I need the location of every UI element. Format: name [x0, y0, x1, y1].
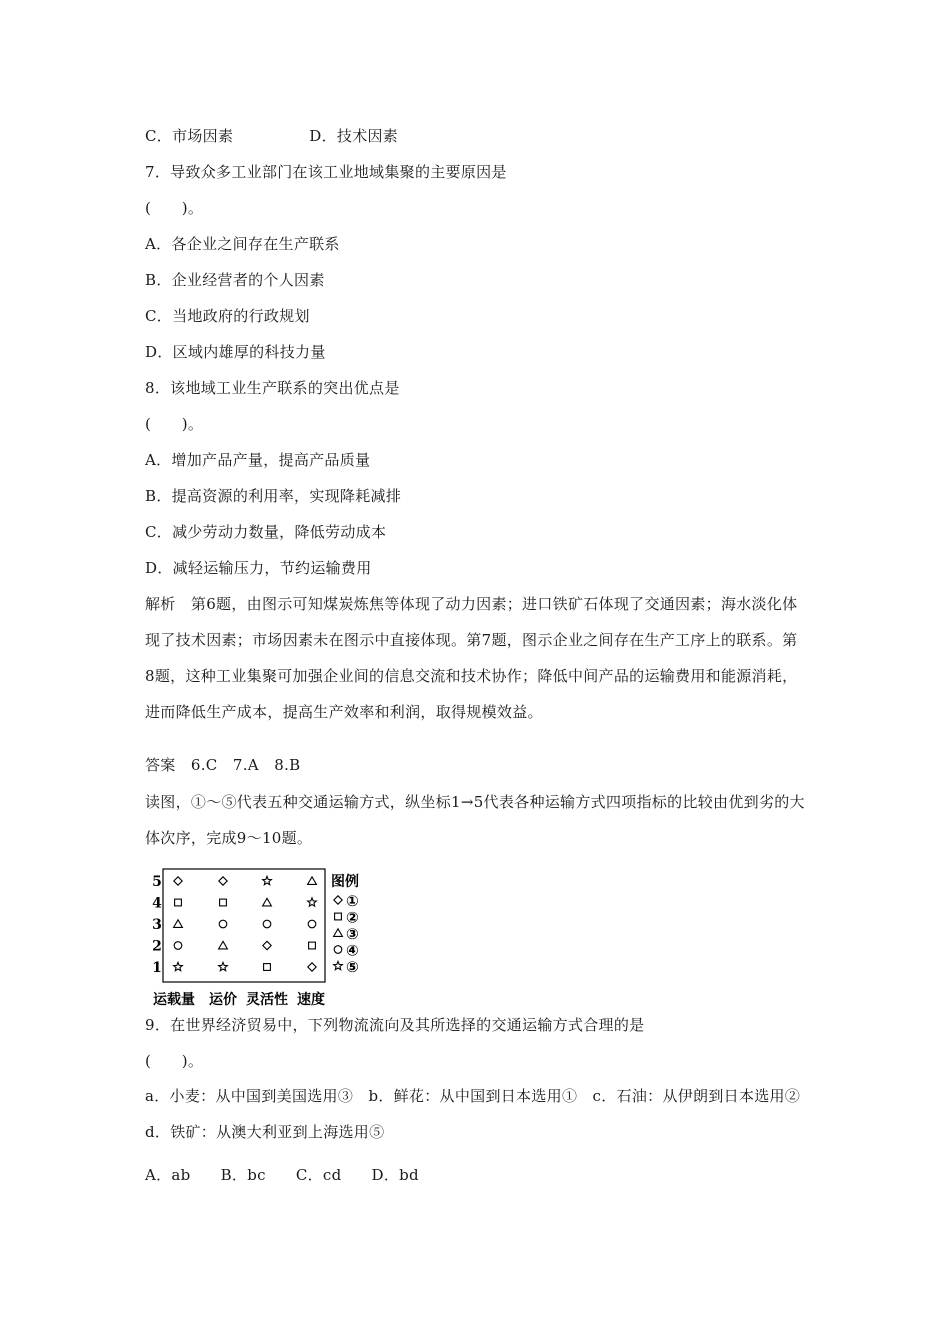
q7-answer-paren: ( )。	[145, 199, 204, 217]
y-tick-label: 2	[152, 938, 162, 955]
series-3-triangle-marker	[263, 898, 272, 906]
transport-comparison-chart	[145, 864, 385, 1010]
legend-title: 图例	[331, 874, 359, 890]
x-category-label: 速度	[297, 992, 325, 1008]
q9-answer-paren: ( )。	[145, 1052, 204, 1070]
legend-label: ②	[346, 908, 359, 927]
q7-option-b: B．企业经营者的个人因素	[145, 271, 325, 289]
legend-label: ⑤	[346, 958, 359, 976]
series-2-square-marker	[309, 942, 316, 949]
q9-option-a: A．ab	[145, 1166, 191, 1184]
legend-triangle-icon	[334, 929, 343, 937]
x-category-label: 运价	[209, 992, 237, 1008]
q8-option-b: B．提高资源的利用率，实现降耗减排	[145, 487, 402, 505]
legend-square-icon	[335, 913, 342, 920]
q9-options-row	[145, 1165, 419, 1185]
q7-option-a: A．各企业之间存在生产联系	[145, 235, 340, 253]
q9-option-c: C．cd	[295, 1166, 342, 1184]
q6-option-d: D．技术因素	[309, 127, 399, 145]
series-5-star-marker	[263, 876, 272, 884]
series-1-diamond-marker	[263, 941, 271, 949]
answer-key: 答案 6.C 7.A 8.B	[145, 756, 301, 774]
series-3-triangle-marker	[219, 941, 228, 949]
analysis-paragraph: 解析 第6题，由图示可知煤炭炼焦等体现了动力因素；进口铁矿石体现了交通因素；海水淡化体现了技术因素；市场因素未在图示中直接体现。第7题，图示企业之间存在生产工序上的联系。第8题，这种工业集聚可加强企业间的信息交流和技术协作；降低中间产品的运输费用和能源消耗，进而降低生产成本，提高生产效率和利润，取得规模效益。	[145, 595, 798, 721]
q9-option-d: D．bd	[371, 1166, 419, 1184]
q8-option-c: C．减少劳动力数量，降低劳动成本	[145, 523, 387, 541]
series-3-triangle-marker	[174, 920, 183, 928]
q6-option-c: C．市场因素	[145, 127, 234, 145]
series-4-circle-marker	[308, 920, 316, 928]
q6-options-row	[145, 126, 398, 146]
q7-option-c: C．当地政府的行政规划	[145, 307, 310, 325]
q8-answer-paren: ( )。	[145, 415, 204, 433]
chart-intro-paragraph: 读图，①～⑤代表五种交通运输方式，纵坐标1→5代表各种运输方式四项指标的比较由优到劣的大体次序，完成9～10题。	[145, 793, 805, 847]
q9-stem: 9．在世界经济贸易中，下列物流流向及其所选择的交通运输方式合理的是	[145, 1016, 645, 1034]
series-5-star-marker	[308, 898, 317, 906]
q8-stem: 8．该地域工业生产联系的突出优点是	[145, 379, 400, 397]
y-tick-label: 1	[152, 960, 162, 976]
series-5-star-marker	[219, 962, 228, 970]
x-category-label: 灵活性	[246, 992, 288, 1008]
series-2-square-marker	[264, 964, 271, 971]
series-1-diamond-marker	[219, 877, 227, 885]
series-1-diamond-marker	[174, 877, 182, 885]
series-4-circle-marker	[263, 920, 271, 928]
legend-label: ①	[346, 892, 359, 910]
q9-items: a．小麦：从中国到美国选用③ b．鲜花：从中国到日本选用① c．石油：从伊朗到日本选用② d．铁矿：从澳大利亚到上海选用⑤	[145, 1087, 816, 1141]
series-4-circle-marker	[219, 920, 227, 928]
legend-diamond-icon	[334, 896, 342, 904]
legend-circle-icon	[334, 946, 342, 954]
y-tick-label: 3	[152, 917, 162, 933]
q9-option-b: B．bc	[220, 1166, 266, 1184]
legend-star-icon	[334, 961, 343, 969]
series-3-triangle-marker	[308, 877, 317, 885]
legend-label: ③	[346, 925, 359, 943]
series-2-square-marker	[175, 899, 182, 906]
legend-label: ④	[346, 941, 359, 960]
q7-option-d: D．区域内雄厚的科技力量	[145, 343, 326, 361]
q8-option-d: D．减轻运输压力，节约运输费用	[145, 559, 372, 577]
y-tick-label: 5	[152, 874, 162, 890]
series-4-circle-marker	[174, 942, 182, 950]
series-5-star-marker	[174, 962, 183, 970]
series-2-square-marker	[220, 899, 227, 906]
q7-stem: 7．导致众多工业部门在该工业地域集聚的主要原因是	[145, 163, 507, 181]
q8-option-a: A．增加产品产量，提高产品质量	[145, 451, 371, 469]
chart-frame	[163, 869, 325, 982]
y-tick-label: 4	[152, 895, 162, 912]
series-1-diamond-marker	[308, 963, 316, 971]
x-category-label: 运载量	[153, 992, 195, 1008]
